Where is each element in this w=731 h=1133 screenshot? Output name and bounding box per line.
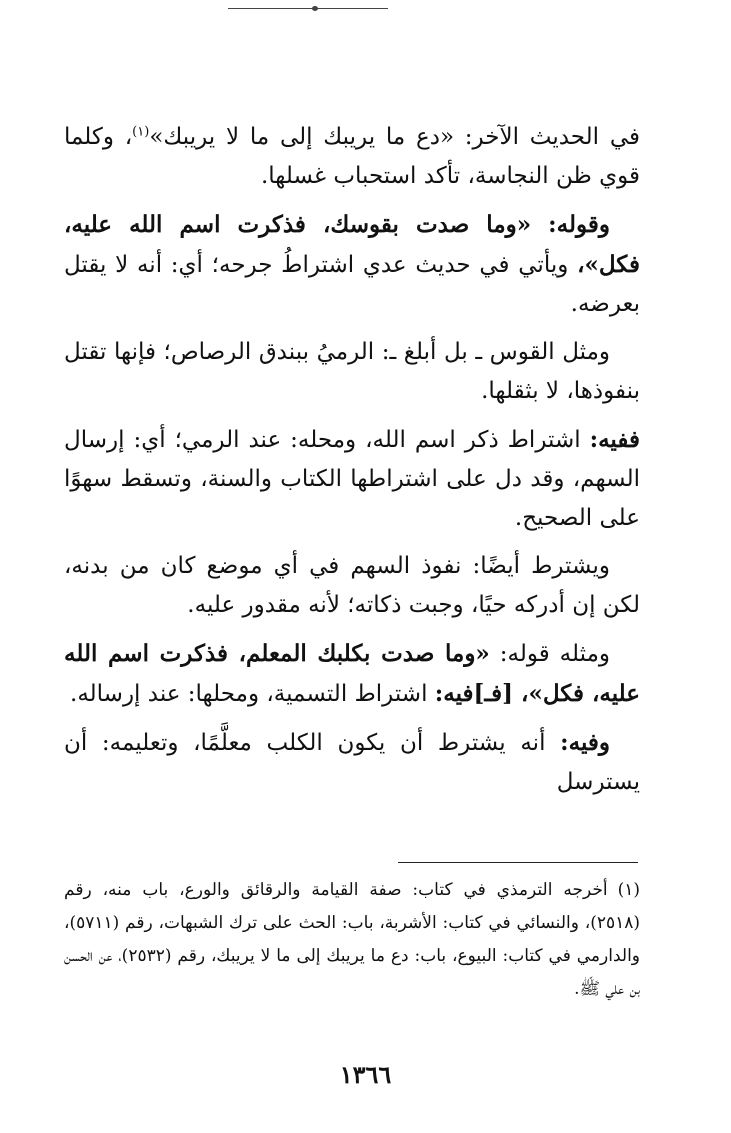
- hadith-quote: وقوله: «وما صدت بقوسك، فذكرت اسم الله عليه، فكل»،: [64, 211, 640, 278]
- paragraph-2: [64, 205, 640, 324]
- paragraph-text: اشتراط ذكر اسم الله، ومحله: عند الرمي؛ أي: إرسال السهم، وقد دل على اشتراطها الكتاب والسنة، وتسقط سهوًا على الصحيح.: [64, 427, 640, 531]
- paragraph-3: [64, 333, 640, 411]
- hadith-quote: «وما صدت بكلبك المعلم، فذكرت اسم الله عليه، فكل»، [فـ]فيه:: [64, 640, 640, 707]
- footnote-text: أخرجه الترمذي في كتاب: صفة القيامة والرقائق والورع، باب منه، رقم (٢٥١٨)، والنسائي في كتاب: الأشربة، باب: الحث على ترك الشبهات، رقم (٥٧١١)، والدارمي في كتاب: البيوع، باب: دع ما يريبك إلى ما لا يريبك، رقم (٢٥٣٢)، عن الحسن بن علي ﷺ.: [64, 880, 641, 999]
- section-lead: ففيه:: [589, 426, 640, 453]
- top-ornament: [228, 6, 388, 12]
- paragraph-5: [64, 547, 640, 625]
- paragraph-text: ومثله قوله:: [489, 641, 610, 667]
- footnote-1: [64, 874, 640, 1006]
- body-text: [64, 118, 640, 811]
- paragraph-text: ويأتي في حديث عدي اشتراطُ جرحه؛ أي: أنه لا يقتل بعرضه.: [64, 252, 640, 317]
- footnote-reference[interactable]: (١): [132, 124, 150, 140]
- footnote-divider: [398, 862, 638, 863]
- paragraph-text: أنه يشترط أن يكون الكلب معلَّمًا، وتعليمه: أن يسترسل: [64, 730, 640, 795]
- paragraph-text: ومثل القوس ـ بل أبلغ ـ: الرميُ ببندق الرصاص؛ فإنها تقتل بنفوذها، لا بثقلها.: [64, 339, 640, 404]
- paragraph-text: في الحديث الآخر: «دع ما يريبك إلى ما لا يريبك»: [149, 124, 640, 150]
- paragraph-text: ويشترط أيضًا: نفوذ السهم في أي موضع كان من بدنه، لكن إن أدركه حيًا، وجبت ذكاته؛ لأنه مقدور عليه.: [64, 553, 640, 618]
- paragraph-1: [64, 118, 640, 196]
- section-lead: وفيه:: [560, 729, 610, 756]
- paragraph-text: ، وكلما قوي ظن النجاسة، تأكد استحباب غسلها.: [64, 124, 640, 189]
- ornament-rule: [228, 8, 388, 9]
- ornament-dot: [312, 6, 318, 11]
- paragraph-text: اشتراط التسمية، ومحلها: عند إرساله.: [70, 681, 435, 707]
- page-number: ١٣٦٦: [339, 1060, 392, 1089]
- footnotes: [64, 874, 640, 1006]
- footnote-number: (١): [617, 880, 640, 900]
- paragraph-6: [64, 634, 640, 714]
- paragraph-7: [64, 723, 640, 802]
- paragraph-4: [64, 420, 640, 538]
